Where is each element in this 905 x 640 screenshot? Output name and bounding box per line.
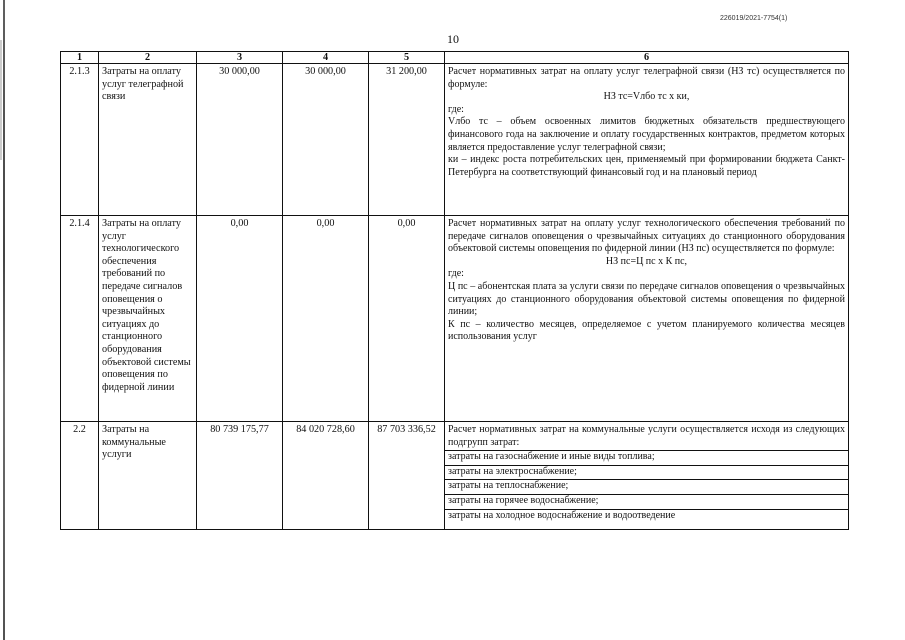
document-code: 226019/2021-7754(1) — [720, 15, 788, 22]
table-row — [61, 64, 849, 216]
budget-table — [60, 51, 849, 530]
col-header-5: 5 — [369, 52, 445, 64]
table-row — [61, 216, 849, 422]
description-intro: Расчет нормативных затрат на оплату услуг телеграфной связи (НЗ тс) осуществляется по формуле: — [448, 66, 845, 90]
table-row — [61, 422, 849, 530]
col-header-2: 2 — [99, 52, 197, 64]
row-name: Затраты на оплату услуг телеграфной связи — [99, 64, 197, 216]
row-number: 2.1.4 — [61, 216, 99, 422]
row-description — [445, 64, 849, 216]
value-col-4: 30 000,00 — [283, 64, 369, 216]
description-item: Ц пс – абонентская плата за услуги связи по передаче сигналов оповещения о чрезвычайных ситуациях до станционного оборудования объектовой системы оповещения по фидерной линии; — [448, 280, 845, 318]
description-item: затраты на холодное водоснабжение и водоотведение — [448, 509, 676, 521]
row-description — [445, 422, 849, 530]
description-item: затраты на электроснабжение; — [448, 465, 577, 477]
description-item: затраты на теплоснабжение; — [448, 480, 569, 492]
value-col-3: 30 000,00 — [197, 64, 283, 216]
row-name: Затраты на коммунальные услуги — [99, 422, 197, 530]
formula: НЗ пс=Ц пс х К пс, — [605, 255, 688, 267]
description-item: К пс – количество месяцев, определяемое с учетом планируемого количества месяцев использования услуг — [448, 318, 845, 343]
formula: НЗ тс=Vлбо тс х ки, — [603, 91, 690, 103]
row-number: 2.2 — [61, 422, 99, 530]
description-intro: Расчет нормативных затрат на коммунальные услуги осуществляется исходя из следующих подгрупп затрат: — [448, 424, 845, 448]
value-col-3: 80 739 175,77 — [197, 422, 283, 530]
value-col-4: 0,00 — [283, 216, 369, 422]
description-item: затраты на горячее водоснабжение; — [448, 494, 599, 506]
description-item: ки – индекс роста потребительских цен, применяемый при формировании бюджета Санкт-Петербурга на соответствующий финансовый год и на плановый период — [448, 154, 845, 178]
description-item: затраты на газоснабжение и иные виды топлива; — [448, 451, 655, 463]
value-col-5: 0,00 — [369, 216, 445, 422]
value-col-5: 87 703 336,52 — [369, 422, 445, 530]
table-header-row — [61, 52, 849, 64]
scan-edge — [3, 0, 5, 640]
row-number: 2.1.3 — [61, 64, 99, 216]
scan-edge-shadow — [0, 40, 2, 160]
description-intro: Расчет нормативных затрат на оплату услуг технологического обеспечения требований по передаче сигналов оповещения о чрезвычайных ситуациях до станционного оборудования объектовой системы оповещения по фидерной линии (НЗ пс) осуществляется по формуле: — [448, 218, 845, 255]
col-header-4: 4 — [283, 52, 369, 64]
value-col-4: 84 020 728,60 — [283, 422, 369, 530]
col-header-1: 1 — [61, 52, 99, 64]
value-col-5: 31 200,00 — [369, 64, 445, 216]
row-description — [445, 216, 849, 422]
where-label: где: — [448, 103, 464, 115]
where-label: где: — [448, 268, 464, 280]
col-header-6: 6 — [445, 52, 849, 64]
col-header-3: 3 — [197, 52, 283, 64]
page-number: 10 — [447, 32, 459, 46]
value-col-3: 0,00 — [197, 216, 283, 422]
row-name: Затраты на оплату услуг технологического обеспечения требований по передаче сигналов оповещения о чрезвычайных ситуациях до станционного оборудования объектовой системы оповещения по фидерной линии — [99, 216, 197, 422]
description-item: Vлбо тс – объем освоенных лимитов бюджетных обязательств предшествующего финансового года на заключение и оплату государственных контрактов, предметом которых является предоставление услуг телеграфной связи; — [448, 116, 845, 153]
